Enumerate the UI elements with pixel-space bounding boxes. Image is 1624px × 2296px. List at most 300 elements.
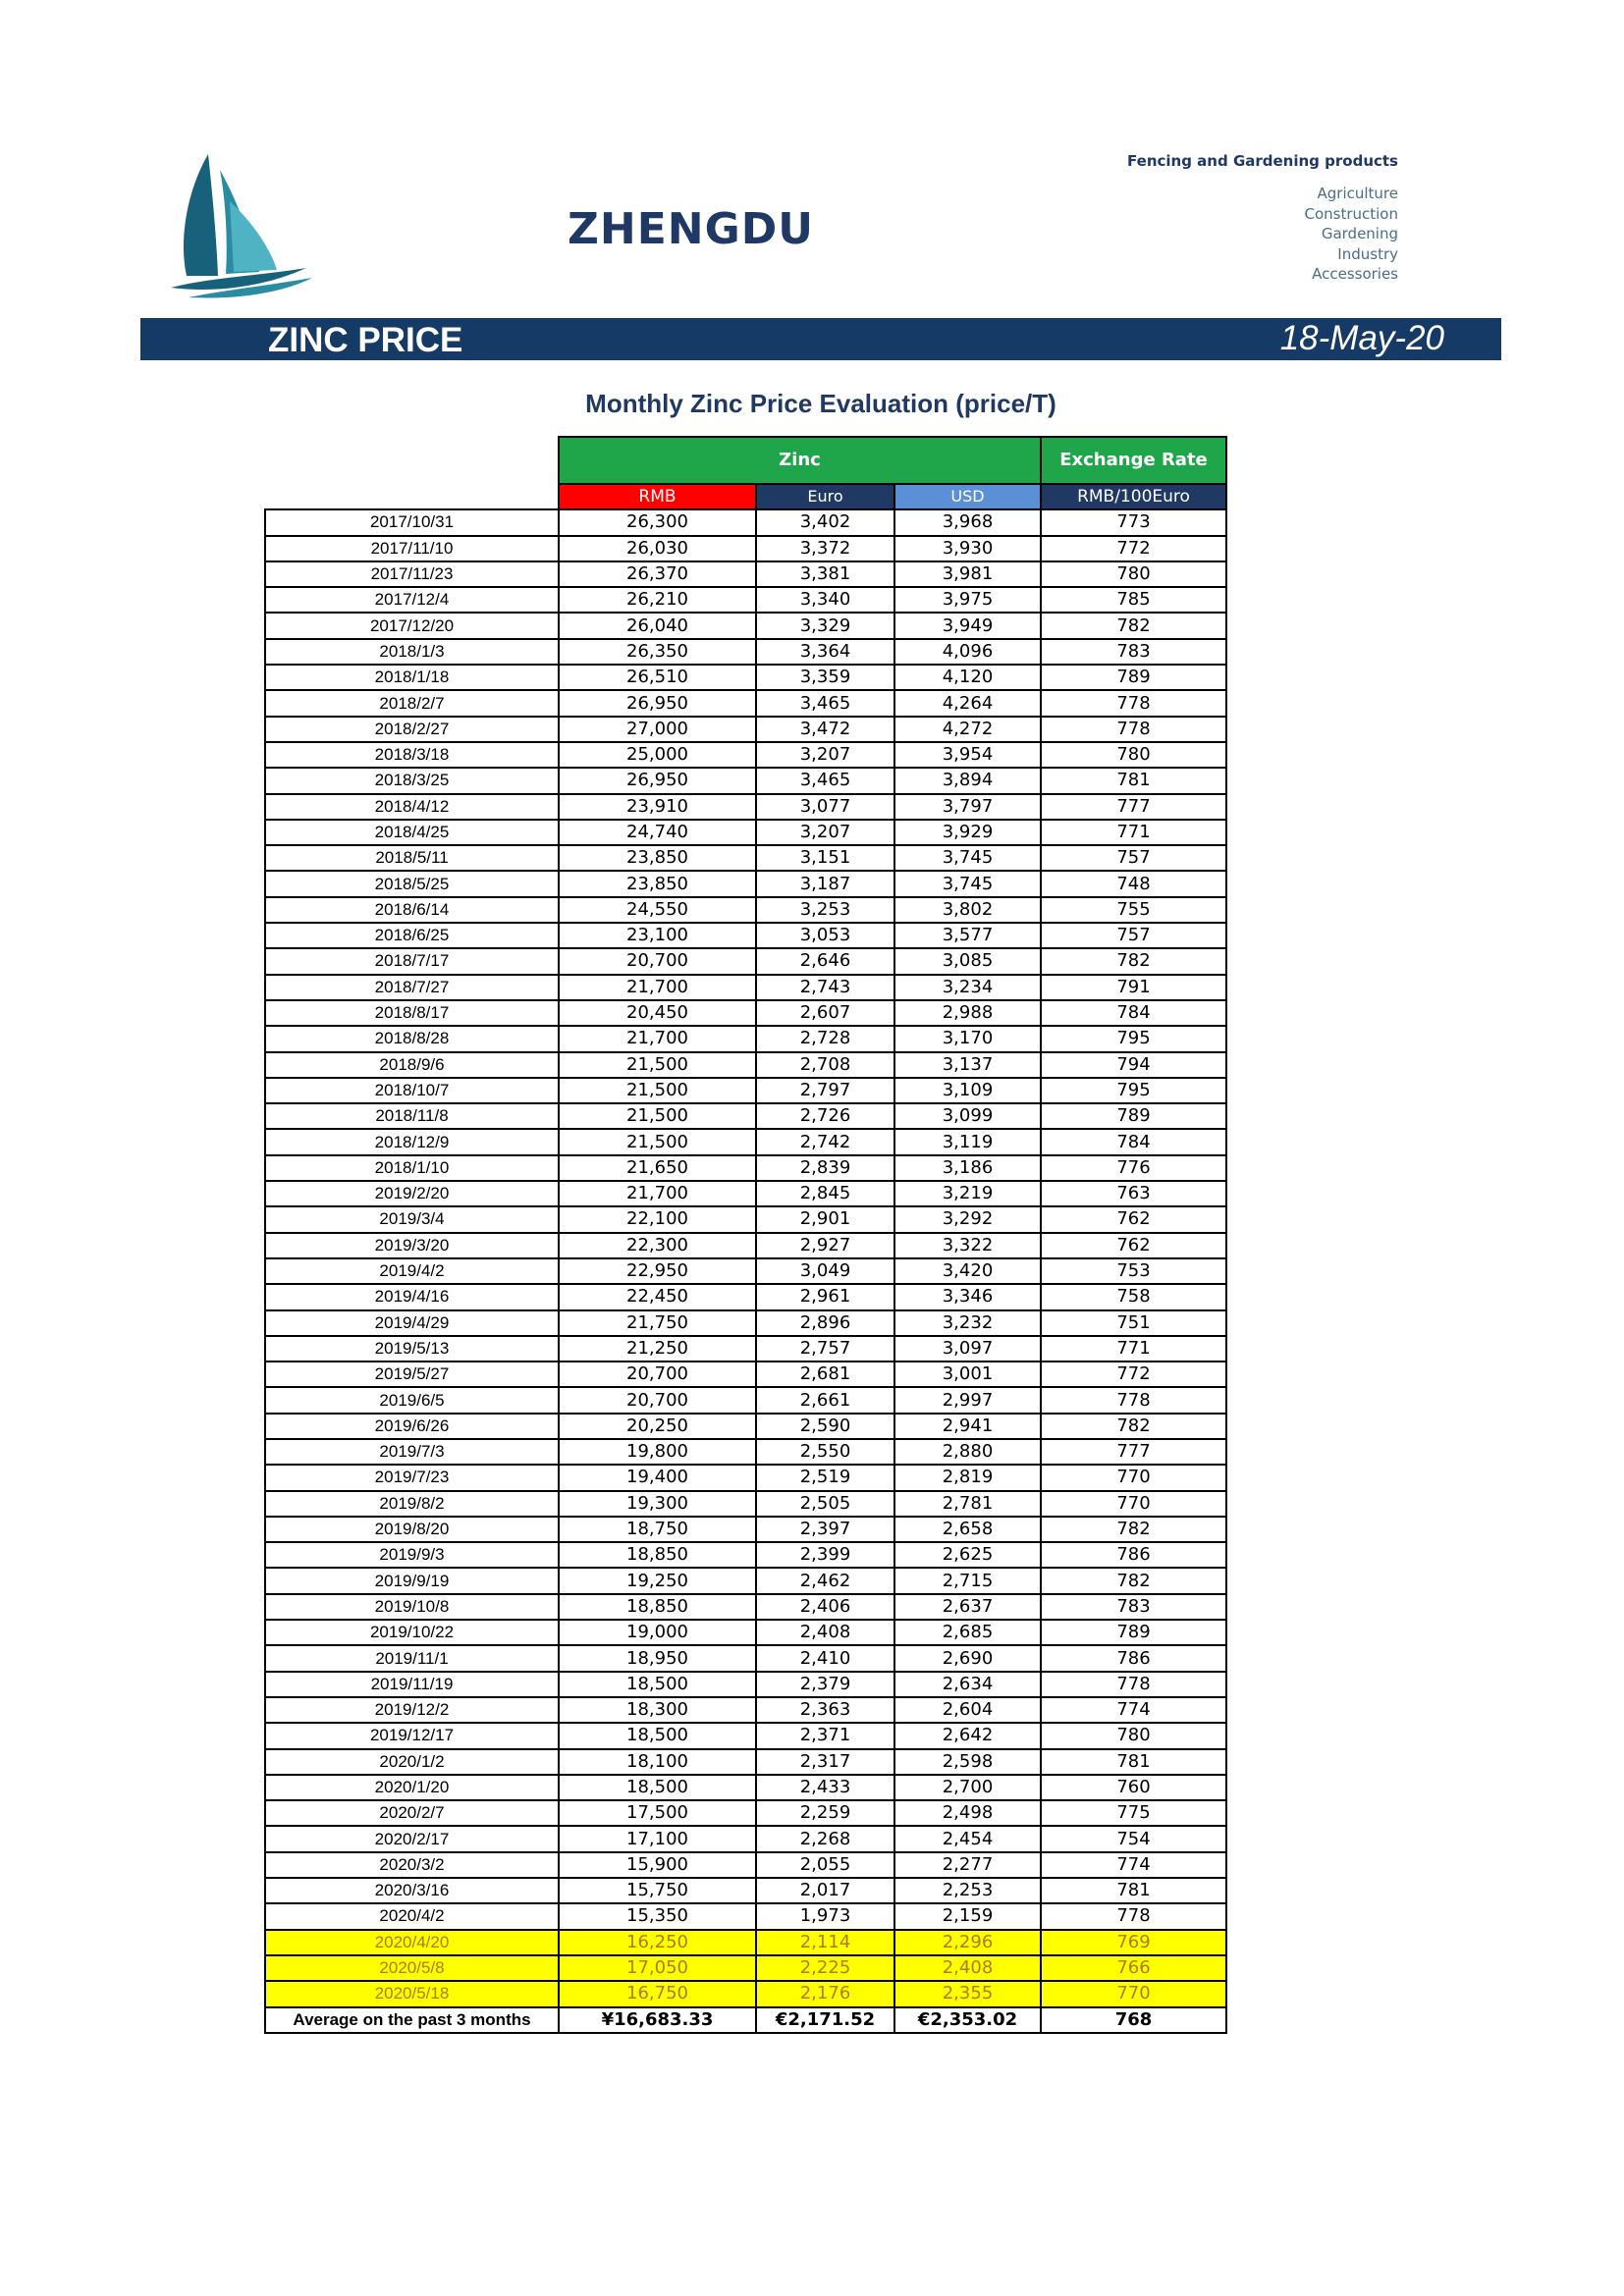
row-usd: 3,797 xyxy=(894,794,1041,820)
row-usd: 2,690 xyxy=(894,1645,1041,1671)
table-row xyxy=(265,1826,1226,1851)
row-rmb: 15,350 xyxy=(559,1903,756,1929)
row-usd: 2,408 xyxy=(894,1955,1041,1981)
row-usd: 3,745 xyxy=(894,845,1041,871)
table-row xyxy=(265,1310,1226,1336)
row-date: 2018/12/9 xyxy=(265,1129,559,1154)
table-row xyxy=(265,897,1226,923)
row-usd: 3,949 xyxy=(894,613,1041,638)
row-euro: 3,049 xyxy=(756,1258,894,1284)
row-euro: 3,207 xyxy=(756,742,894,768)
row-rate: 784 xyxy=(1041,1000,1226,1026)
row-rate: 748 xyxy=(1041,871,1226,896)
row-usd: 3,099 xyxy=(894,1103,1041,1129)
row-rmb: 26,950 xyxy=(559,768,756,793)
row-euro: 2,399 xyxy=(756,1542,894,1568)
row-usd: 3,981 xyxy=(894,561,1041,587)
table-row xyxy=(265,1542,1226,1568)
table-row xyxy=(265,665,1226,690)
banner-date: 18-May-20 xyxy=(1279,319,1444,357)
exchange-group-header: Exchange Rate xyxy=(1041,437,1226,484)
row-rate: 778 xyxy=(1041,690,1226,716)
row-date: 2020/3/16 xyxy=(265,1878,559,1903)
row-usd: 2,604 xyxy=(894,1697,1041,1723)
row-euro: 3,372 xyxy=(756,536,894,561)
row-euro: 2,397 xyxy=(756,1517,894,1542)
table-row xyxy=(265,1439,1226,1465)
row-rate: 774 xyxy=(1041,1852,1226,1878)
price-rows xyxy=(265,509,1226,2006)
row-usd: 3,420 xyxy=(894,1258,1041,1284)
row-rmb: 18,750 xyxy=(559,1517,756,1542)
table-row xyxy=(265,1775,1226,1800)
row-euro: 2,845 xyxy=(756,1181,894,1206)
row-euro: 2,961 xyxy=(756,1284,894,1309)
row-rate: 781 xyxy=(1041,1749,1226,1775)
row-euro: 2,176 xyxy=(756,1981,894,2006)
row-rmb: 26,300 xyxy=(559,509,756,535)
row-euro: 3,151 xyxy=(756,845,894,871)
row-euro: 3,465 xyxy=(756,690,894,716)
row-usd: 3,170 xyxy=(894,1026,1041,1051)
row-date: 2019/10/8 xyxy=(265,1594,559,1620)
row-date: 2019/3/20 xyxy=(265,1233,559,1258)
row-euro: 2,728 xyxy=(756,1026,894,1051)
row-euro: 3,253 xyxy=(756,897,894,923)
row-date: 2018/3/18 xyxy=(265,742,559,768)
table-row xyxy=(265,1568,1226,1593)
row-rmb: 17,500 xyxy=(559,1800,756,1826)
average-usd: €2,353.02 xyxy=(894,2007,1041,2033)
table-row xyxy=(265,948,1226,974)
row-euro: 2,519 xyxy=(756,1465,894,1490)
table-row xyxy=(265,1284,1226,1309)
row-rate: 778 xyxy=(1041,1387,1226,1413)
row-date: 2019/5/13 xyxy=(265,1336,559,1362)
row-usd: 2,296 xyxy=(894,1930,1041,1955)
row-usd: 4,272 xyxy=(894,717,1041,742)
row-rate: 753 xyxy=(1041,1258,1226,1284)
row-date: 2018/2/7 xyxy=(265,690,559,716)
row-date: 2020/3/2 xyxy=(265,1852,559,1878)
table-row xyxy=(265,613,1226,638)
row-date: 2019/8/2 xyxy=(265,1491,559,1517)
row-usd: 3,234 xyxy=(894,975,1041,1000)
table-row xyxy=(265,690,1226,716)
row-date: 2019/7/3 xyxy=(265,1439,559,1465)
row-usd: 4,264 xyxy=(894,690,1041,716)
row-euro: 2,661 xyxy=(756,1387,894,1413)
row-usd: 2,253 xyxy=(894,1878,1041,1903)
row-euro: 2,726 xyxy=(756,1103,894,1129)
table-row xyxy=(265,1258,1226,1284)
row-usd: 3,577 xyxy=(894,923,1041,948)
table-row xyxy=(265,1723,1226,1748)
row-euro: 3,329 xyxy=(756,613,894,638)
row-rmb: 26,210 xyxy=(559,587,756,613)
table-row xyxy=(265,561,1226,587)
table-row xyxy=(265,1206,1226,1232)
row-rate: 794 xyxy=(1041,1052,1226,1078)
row-date: 2018/6/25 xyxy=(265,923,559,948)
table-row xyxy=(265,1852,1226,1878)
row-rmb: 22,300 xyxy=(559,1233,756,1258)
row-euro: 2,927 xyxy=(756,1233,894,1258)
table-row xyxy=(265,1878,1226,1903)
row-usd: 3,346 xyxy=(894,1284,1041,1309)
row-date: 2018/7/17 xyxy=(265,948,559,974)
row-rmb: 24,740 xyxy=(559,820,756,845)
row-rate: 773 xyxy=(1041,509,1226,535)
row-date: 2018/5/11 xyxy=(265,845,559,871)
row-rmb: 18,500 xyxy=(559,1723,756,1748)
row-usd: 2,988 xyxy=(894,1000,1041,1026)
row-rmb: 18,950 xyxy=(559,1645,756,1671)
row-date: 2019/10/22 xyxy=(265,1620,559,1645)
row-rmb: 18,100 xyxy=(559,1749,756,1775)
row-usd: 2,642 xyxy=(894,1723,1041,1748)
row-rmb: 21,650 xyxy=(559,1155,756,1181)
row-date: 2018/4/12 xyxy=(265,794,559,820)
row-usd: 2,159 xyxy=(894,1903,1041,1929)
table-row xyxy=(265,1981,1226,2006)
table-title: Monthly Zinc Price Evaluation (price/T) xyxy=(585,389,1056,418)
table-row xyxy=(265,1491,1226,1517)
row-euro: 2,225 xyxy=(756,1955,894,1981)
products-title: Fencing and Gardening products xyxy=(1127,152,1398,170)
row-rmb: 21,500 xyxy=(559,1103,756,1129)
row-rmb: 25,000 xyxy=(559,742,756,768)
row-rate: 769 xyxy=(1041,1930,1226,1955)
row-date: 2018/1/3 xyxy=(265,639,559,665)
row-usd: 3,109 xyxy=(894,1078,1041,1103)
row-rate: 782 xyxy=(1041,1517,1226,1542)
row-usd: 3,292 xyxy=(894,1206,1041,1232)
table-row xyxy=(265,1749,1226,1775)
row-rmb: 26,040 xyxy=(559,613,756,638)
table-row xyxy=(265,1078,1226,1103)
row-euro: 3,364 xyxy=(756,639,894,665)
row-rmb: 21,700 xyxy=(559,1026,756,1051)
row-euro: 2,410 xyxy=(756,1645,894,1671)
row-usd: 2,941 xyxy=(894,1414,1041,1439)
row-rmb: 21,250 xyxy=(559,1336,756,1362)
row-usd: 2,625 xyxy=(894,1542,1041,1568)
row-rmb: 20,450 xyxy=(559,1000,756,1026)
row-rate: 782 xyxy=(1041,948,1226,974)
row-rmb: 21,500 xyxy=(559,1129,756,1154)
row-rmb: 16,250 xyxy=(559,1930,756,1955)
column-header-usd: USD xyxy=(894,484,1041,509)
row-rate: 770 xyxy=(1041,1465,1226,1490)
row-rate: 760 xyxy=(1041,1775,1226,1800)
row-usd: 3,975 xyxy=(894,587,1041,613)
row-usd: 3,894 xyxy=(894,768,1041,793)
row-rmb: 26,510 xyxy=(559,665,756,690)
row-euro: 1,973 xyxy=(756,1903,894,1929)
row-rate: 771 xyxy=(1041,820,1226,845)
row-usd: 2,498 xyxy=(894,1800,1041,1826)
row-rate: 791 xyxy=(1041,975,1226,1000)
row-euro: 2,757 xyxy=(756,1336,894,1362)
row-rmb: 21,500 xyxy=(559,1052,756,1078)
table-row xyxy=(265,717,1226,742)
row-rate: 781 xyxy=(1041,1878,1226,1903)
table-row xyxy=(265,1800,1226,1826)
row-euro: 2,839 xyxy=(756,1155,894,1181)
row-rmb: 22,450 xyxy=(559,1284,756,1309)
row-rmb: 26,370 xyxy=(559,561,756,587)
average-rate: 768 xyxy=(1041,2007,1226,2033)
row-euro: 3,359 xyxy=(756,665,894,690)
row-rate: 782 xyxy=(1041,1414,1226,1439)
row-usd: 3,186 xyxy=(894,1155,1041,1181)
row-rmb: 26,350 xyxy=(559,639,756,665)
row-date: 2019/12/2 xyxy=(265,1697,559,1723)
row-rate: 780 xyxy=(1041,1723,1226,1748)
product-item: Accessories xyxy=(1312,265,1398,283)
row-rate: 783 xyxy=(1041,1594,1226,1620)
row-rmb: 19,000 xyxy=(559,1620,756,1645)
table-row xyxy=(265,1233,1226,1258)
row-euro: 3,402 xyxy=(756,509,894,535)
row-date: 2019/4/29 xyxy=(265,1310,559,1336)
row-rmb: 23,910 xyxy=(559,794,756,820)
row-rmb: 18,850 xyxy=(559,1594,756,1620)
row-rate: 785 xyxy=(1041,587,1226,613)
row-rate: 781 xyxy=(1041,768,1226,793)
table-row xyxy=(265,509,1226,535)
row-rmb: 18,500 xyxy=(559,1672,756,1697)
row-rmb: 19,400 xyxy=(559,1465,756,1490)
row-date: 2017/11/10 xyxy=(265,536,559,561)
table-row xyxy=(265,1362,1226,1387)
row-rate: 771 xyxy=(1041,1336,1226,1362)
row-rmb: 23,850 xyxy=(559,871,756,896)
row-rate: 772 xyxy=(1041,1362,1226,1387)
row-euro: 2,462 xyxy=(756,1568,894,1593)
row-euro: 2,408 xyxy=(756,1620,894,1645)
row-usd: 3,802 xyxy=(894,897,1041,923)
row-date: 2019/7/23 xyxy=(265,1465,559,1490)
row-rate: 783 xyxy=(1041,639,1226,665)
row-usd: 3,085 xyxy=(894,948,1041,974)
table-row xyxy=(265,1000,1226,1026)
row-euro: 2,607 xyxy=(756,1000,894,1026)
row-usd: 3,968 xyxy=(894,509,1041,535)
row-rmb: 26,950 xyxy=(559,690,756,716)
row-date: 2018/2/27 xyxy=(265,717,559,742)
row-usd: 3,219 xyxy=(894,1181,1041,1206)
table-row xyxy=(265,1517,1226,1542)
row-rmb: 21,750 xyxy=(559,1310,756,1336)
row-rate: 762 xyxy=(1041,1233,1226,1258)
row-euro: 2,797 xyxy=(756,1078,894,1103)
row-rmb: 24,550 xyxy=(559,897,756,923)
row-usd: 2,637 xyxy=(894,1594,1041,1620)
row-rmb: 23,850 xyxy=(559,845,756,871)
row-date: 2020/1/2 xyxy=(265,1749,559,1775)
row-rate: 770 xyxy=(1041,1981,1226,2006)
row-rate: 777 xyxy=(1041,1439,1226,1465)
row-usd: 3,929 xyxy=(894,820,1041,845)
row-date: 2019/8/20 xyxy=(265,1517,559,1542)
row-usd: 2,819 xyxy=(894,1465,1041,1490)
row-rmb: 20,700 xyxy=(559,1387,756,1413)
row-rmb: 15,750 xyxy=(559,1878,756,1903)
row-rate: 763 xyxy=(1041,1181,1226,1206)
row-rmb: 16,750 xyxy=(559,1981,756,2006)
row-date: 2018/11/8 xyxy=(265,1103,559,1129)
row-rate: 782 xyxy=(1041,1568,1226,1593)
row-euro: 2,901 xyxy=(756,1206,894,1232)
row-euro: 3,472 xyxy=(756,717,894,742)
row-rate: 774 xyxy=(1041,1697,1226,1723)
row-rate: 789 xyxy=(1041,665,1226,690)
row-usd: 2,634 xyxy=(894,1672,1041,1697)
table-row xyxy=(265,1672,1226,1697)
column-header-rate: RMB/100Euro xyxy=(1041,484,1226,509)
table-row xyxy=(265,1414,1226,1439)
table-row xyxy=(265,820,1226,845)
table-row xyxy=(265,1387,1226,1413)
row-euro: 2,590 xyxy=(756,1414,894,1439)
row-date: 2018/9/6 xyxy=(265,1052,559,1078)
row-date: 2020/2/17 xyxy=(265,1826,559,1851)
row-date: 2018/8/28 xyxy=(265,1026,559,1051)
row-euro: 2,363 xyxy=(756,1697,894,1723)
row-euro: 2,371 xyxy=(756,1723,894,1748)
row-rmb: 20,700 xyxy=(559,1362,756,1387)
row-date: 2019/4/16 xyxy=(265,1284,559,1309)
table-row xyxy=(265,536,1226,561)
row-euro: 3,381 xyxy=(756,561,894,587)
row-rmb: 22,100 xyxy=(559,1206,756,1232)
row-rate: 757 xyxy=(1041,845,1226,871)
row-date: 2018/8/17 xyxy=(265,1000,559,1026)
row-euro: 2,317 xyxy=(756,1749,894,1775)
product-item: Industry xyxy=(1337,244,1398,263)
average-row xyxy=(265,2007,1226,2033)
row-rate: 795 xyxy=(1041,1078,1226,1103)
row-euro: 3,053 xyxy=(756,923,894,948)
row-usd: 2,880 xyxy=(894,1439,1041,1465)
table-row xyxy=(265,587,1226,613)
row-date: 2019/12/17 xyxy=(265,1723,559,1748)
row-usd: 2,355 xyxy=(894,1981,1041,2006)
row-rate: 776 xyxy=(1041,1155,1226,1181)
row-euro: 2,406 xyxy=(756,1594,894,1620)
row-rmb: 17,100 xyxy=(559,1826,756,1851)
row-date: 2018/4/25 xyxy=(265,820,559,845)
table-row xyxy=(265,1697,1226,1723)
table-row xyxy=(265,794,1226,820)
row-usd: 3,001 xyxy=(894,1362,1041,1387)
table-row xyxy=(265,845,1226,871)
row-rate: 766 xyxy=(1041,1955,1226,1981)
row-rate: 778 xyxy=(1041,717,1226,742)
row-date: 2017/10/31 xyxy=(265,509,559,535)
table-row xyxy=(265,1465,1226,1490)
table-row xyxy=(265,1052,1226,1078)
row-date: 2017/12/20 xyxy=(265,613,559,638)
row-usd: 3,137 xyxy=(894,1052,1041,1078)
row-rate: 754 xyxy=(1041,1826,1226,1851)
row-date: 2018/3/25 xyxy=(265,768,559,793)
table-row xyxy=(265,1336,1226,1362)
row-date: 2019/6/26 xyxy=(265,1414,559,1439)
row-rmb: 17,050 xyxy=(559,1955,756,1981)
row-rate: 777 xyxy=(1041,794,1226,820)
row-date: 2019/3/4 xyxy=(265,1206,559,1232)
row-date: 2020/1/20 xyxy=(265,1775,559,1800)
row-euro: 3,465 xyxy=(756,768,894,793)
row-date: 2017/11/23 xyxy=(265,561,559,587)
row-usd: 2,685 xyxy=(894,1620,1041,1645)
row-euro: 3,207 xyxy=(756,820,894,845)
row-euro: 2,550 xyxy=(756,1439,894,1465)
row-usd: 2,454 xyxy=(894,1826,1041,1851)
average-label: Average on the past 3 months xyxy=(265,2007,559,2033)
average-euro: €2,171.52 xyxy=(756,2007,894,2033)
table-row xyxy=(265,1181,1226,1206)
product-item: Construction xyxy=(1304,204,1398,223)
table-row xyxy=(265,1930,1226,1955)
row-euro: 2,743 xyxy=(756,975,894,1000)
row-euro: 2,268 xyxy=(756,1826,894,1851)
average-rmb: ¥16,683.33 xyxy=(559,2007,756,2033)
table-row xyxy=(265,1903,1226,1929)
row-euro: 3,077 xyxy=(756,794,894,820)
row-date: 2017/12/4 xyxy=(265,587,559,613)
product-item: Agriculture xyxy=(1317,185,1398,202)
row-euro: 2,646 xyxy=(756,948,894,974)
row-euro: 2,114 xyxy=(756,1930,894,1955)
products-block xyxy=(1127,152,1398,285)
row-date: 2020/5/18 xyxy=(265,1981,559,2006)
row-euro: 2,896 xyxy=(756,1310,894,1336)
product-item: Gardening xyxy=(1321,225,1398,242)
row-rmb: 27,000 xyxy=(559,717,756,742)
row-rate: 795 xyxy=(1041,1026,1226,1051)
row-date: 2019/6/5 xyxy=(265,1387,559,1413)
row-date: 2018/5/25 xyxy=(265,871,559,896)
row-date: 2019/5/27 xyxy=(265,1362,559,1387)
row-euro: 3,187 xyxy=(756,871,894,896)
row-usd: 2,997 xyxy=(894,1387,1041,1413)
row-rate: 782 xyxy=(1041,613,1226,638)
row-usd: 3,232 xyxy=(894,1310,1041,1336)
row-rmb: 20,250 xyxy=(559,1414,756,1439)
row-rate: 780 xyxy=(1041,561,1226,587)
table-row xyxy=(265,923,1226,948)
row-rmb: 21,700 xyxy=(559,1181,756,1206)
row-rate: 784 xyxy=(1041,1129,1226,1154)
column-header-rmb: RMB xyxy=(559,484,756,509)
row-rmb: 18,300 xyxy=(559,1697,756,1723)
row-rate: 778 xyxy=(1041,1903,1226,1929)
row-rmb: 19,800 xyxy=(559,1439,756,1465)
table-row xyxy=(265,768,1226,793)
row-usd: 3,119 xyxy=(894,1129,1041,1154)
row-rate: 789 xyxy=(1041,1620,1226,1645)
row-rmb: 20,700 xyxy=(559,948,756,974)
table-row xyxy=(265,1026,1226,1051)
row-rmb: 22,950 xyxy=(559,1258,756,1284)
row-date: 2020/5/8 xyxy=(265,1955,559,1981)
row-usd: 2,781 xyxy=(894,1491,1041,1517)
row-rate: 762 xyxy=(1041,1206,1226,1232)
